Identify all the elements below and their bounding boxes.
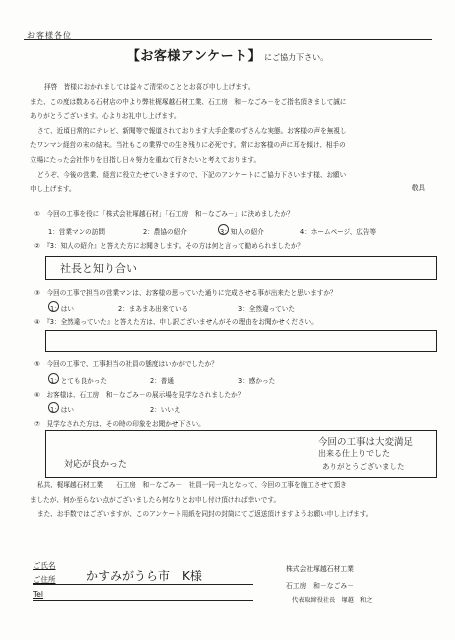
- title-main: 【お客様アンケート】: [126, 49, 262, 64]
- intro-line: さて、近頃日常的にテレビ、新聞等で報道されております大手企業のずさんな実態。お客様の声を無視し: [37, 126, 347, 135]
- recipient-header: お客様各位: [27, 31, 72, 40]
- intro-line: また、この度は数ある石材店の中より弊社梶塚越石材工業、石工房 和－なごみ－をご指名頂きまして誠に: [30, 97, 347, 106]
- q3-option-3[interactable]: 3：全然違っていた: [238, 305, 295, 313]
- address-label: ご住所: [33, 575, 56, 584]
- question-3: ③ 今回の工事で担当の営業マンは、お客様の思っていた通りに完成させる事が出来たと思いますか？: [34, 289, 337, 297]
- name-label: ご氏名: [33, 561, 56, 570]
- q1-selected-mark: [218, 224, 229, 235]
- q7-handwritten-right-1: 今回の工事は大変満足: [318, 437, 414, 448]
- intro-line: どうぞ、今後の営業、経営に役立たせていきますので、下記のアンケートにご協力下さいます様、お願い: [37, 170, 347, 179]
- question-7: ⑦ 見学なされた方は、その時の印象をお聞かせ下さい。: [34, 420, 205, 428]
- question-5: ⑤ 今回の工事で、工事担当の社員の態度はいかがでしたか？: [34, 360, 218, 368]
- question-2: ② 『3：知人の紹介』と答えた方にお聞きします。その方は何と言って勧められましたか？: [34, 242, 305, 250]
- q3-selected-mark: [48, 301, 59, 312]
- company-name: 株式会社塚越石材工業: [286, 565, 354, 573]
- q1-option-4[interactable]: 4：ホームページ、広告等: [300, 228, 377, 236]
- q1-option-1[interactable]: 1：営業マンの訪問: [48, 228, 105, 236]
- footer-line: 私共、梶塚越石材工業 石工房 和－なごみ－ 社員一同一丸となって、今回の工事を施工させて頂き: [37, 481, 347, 489]
- question-4: ④ 『3：全然違っていた』と答えた方は、申し訳ございませんがその理由をお聞かせください。: [34, 318, 318, 326]
- survey-title: [0, 45, 455, 64]
- q7-handwritten-left: 対応が良かった: [64, 460, 128, 470]
- footer-line: ましたが、何か至らない点がございましたら何なりとお申し付け頂ければ幸いです。: [30, 495, 281, 504]
- q5-option-2[interactable]: 2：普通: [150, 377, 174, 385]
- q5-option-1[interactable]: 1：とても良かった: [50, 377, 107, 385]
- closing-keigu: 敬具: [411, 184, 425, 192]
- q1-option-2[interactable]: 2：農協の紹介: [143, 228, 187, 236]
- company-brand: 石工房 和－なごみ－: [286, 582, 354, 590]
- closing-text: [30, 478, 438, 522]
- tel-underline: [33, 600, 253, 601]
- footer-line: また、お手数ではございますが、このアンケート用紙を同封の封筒にてご返送頂けますようお願い申し上げます。: [37, 510, 373, 518]
- title-sub: にご協力下さい。: [264, 53, 329, 62]
- intro-line: ありがとうございます。心よりお礼申し上げます。: [30, 112, 181, 121]
- q3-option-1[interactable]: 1：はい: [50, 305, 74, 313]
- q2-handwritten-answer: 社長と知り合い: [60, 262, 137, 275]
- q1-option-3[interactable]: 3：知人の紹介: [220, 228, 264, 236]
- intro-line: 立場にたった会社作りを目指し日々努力を重ねて行きたいと考えております。: [30, 155, 261, 164]
- q7-handwritten-right-3: ありがとうございました: [322, 462, 405, 471]
- intro-line: たワンマン経営の末の結末。当社もこの業界での生き残りに必死です。常にお客様の声に耳を傾け、相手の: [30, 141, 346, 150]
- q4-answer-box[interactable]: [45, 330, 437, 352]
- address-underline: [33, 584, 253, 585]
- question-6: ⑥ お客様は、石工房 和－なごみ－の展示場を見学なされましたか？: [34, 391, 245, 399]
- tel-label: Tel: [33, 590, 44, 599]
- intro-line: 申し上げます。: [30, 185, 76, 194]
- company-block: [280, 555, 430, 610]
- q5-option-3[interactable]: 3：感かった: [238, 377, 276, 385]
- q5-selected-mark: [48, 373, 59, 384]
- intro-line: 拝啓 皆様におかれましては益々ご清栄のこととお喜び申し上げます。: [44, 83, 255, 91]
- q6-selected-mark: [48, 402, 59, 413]
- q3-option-2[interactable]: 2：まあまあ出来ている: [118, 305, 189, 313]
- company-representative: 代表取締役社長 塚越 和之: [292, 597, 373, 604]
- q6-option-2[interactable]: 2：いいえ: [150, 406, 181, 414]
- intro-text: [30, 80, 438, 197]
- q7-handwritten-right-2: 出来る仕上りでした: [318, 449, 390, 458]
- q6-option-1[interactable]: 1：はい: [50, 406, 74, 414]
- customer-name-value: かすみがうら市 K様: [86, 569, 202, 583]
- question-1: ① 今回の工事を役に「株式会社塚越石材」「石工房 和－なごみ－」に決めましたか？: [34, 210, 294, 218]
- header-rule: [24, 39, 432, 40]
